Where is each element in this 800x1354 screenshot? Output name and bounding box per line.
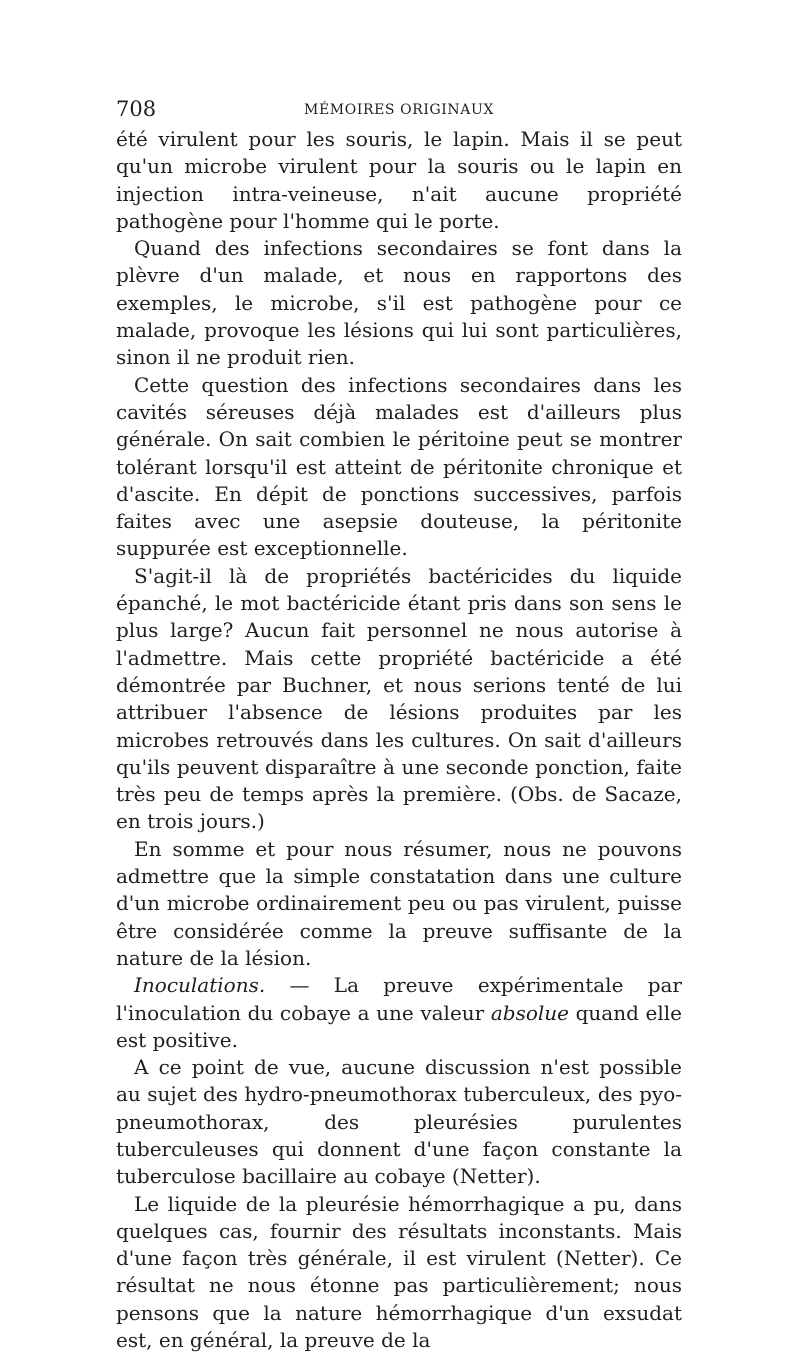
page-header	[116, 94, 682, 124]
paragraph-3: Cette question des infections secondaires dans les cavités séreuses déjà malades est d'ailleurs plus générale. On sait combien le péritoine peut se montrer tolérant lorsqu'il est atteint de péritonite chronique et d'ascite. En dépit de ponctions successives, parfois faites avec une asepsie douteuse, la péritonite suppurée est exceptionnelle.	[116, 372, 682, 561]
paragraph-7: A ce point de vue, aucune discussion n'est possible au sujet des hydro-pneumothorax tuberculeux, des pyo-pneumothorax, des pleurésies purulentes tuberculeuses qui donnent d'une façon constante la tuberculose bacillaire au cobaye (Netter).	[116, 1055, 682, 1189]
paragraph-2: Quand des infections secondaires se font dans la plèvre d'un malade, et nous en rapportons des exemples, le microbe, s'il est pathogène pour ce malade, provoque les lésions qui lui sont particulières, sinon il ne produit rien.	[116, 236, 682, 370]
paragraph-1: été virulent pour les souris, le lapin. Mais il se peut qu'un microbe virulent pour la souris ou le lapin en injection intra-veineuse, n'ait aucune propriété pathogène pour l'homme qui le porte.	[116, 127, 682, 233]
paragraph-4: S'agit-il là de propriétés bactéricides du liquide épanché, le mot bactéricide étant pris dans son sens le plus large? Aucun fait personnel ne nous autorise à l'admettre. Mais cette propriété bactéricide a été démontrée par Buchner, et nous serions tenté de lui attribuer l'absence de lésions produites par les microbes retrouvés dans les cultures. On sait d'ailleurs qu'ils peuvent disparaître à une seconde ponction, faite très peu de temps après la première. (Obs. de Sacaze, en trois jours.)	[116, 563, 682, 834]
running-title: MÉMOIRES ORIGINAUX	[304, 102, 494, 118]
paragraph-6-text-after: quand elle est positive.	[116, 1000, 682, 1052]
paragraph-6	[116, 972, 682, 1054]
paragraph-6-text-before: — La preuve expérimentale par l'inoculation du cobaye a une valeur	[116, 973, 682, 1025]
paragraph-5: En somme et pour nous résumer, nous ne pouvons admettre que la simple constatation dans une culture d'un microbe ordinairement peu ou pas virulent, puisse être considérée comme la preuve suffisante de la nature de la lésion.	[116, 836, 682, 970]
body-text	[116, 126, 682, 1354]
page-number: 708	[116, 97, 157, 121]
section-lead-inoculations: Inoculations.	[134, 973, 266, 998]
paragraph-8: Le liquide de la pleurésie hémorrhagique a pu, dans quelques cas, fournir des résultats inconstants. Mais d'une façon très générale, il est virulent (Netter). Ce résultat ne nous étonne pas particulièrement; nous pensons que la nature hémorrhagique d'un exsudat est, en général, la preuve de la	[116, 1191, 682, 1353]
emphasis-absolue: absolue	[490, 1000, 569, 1025]
